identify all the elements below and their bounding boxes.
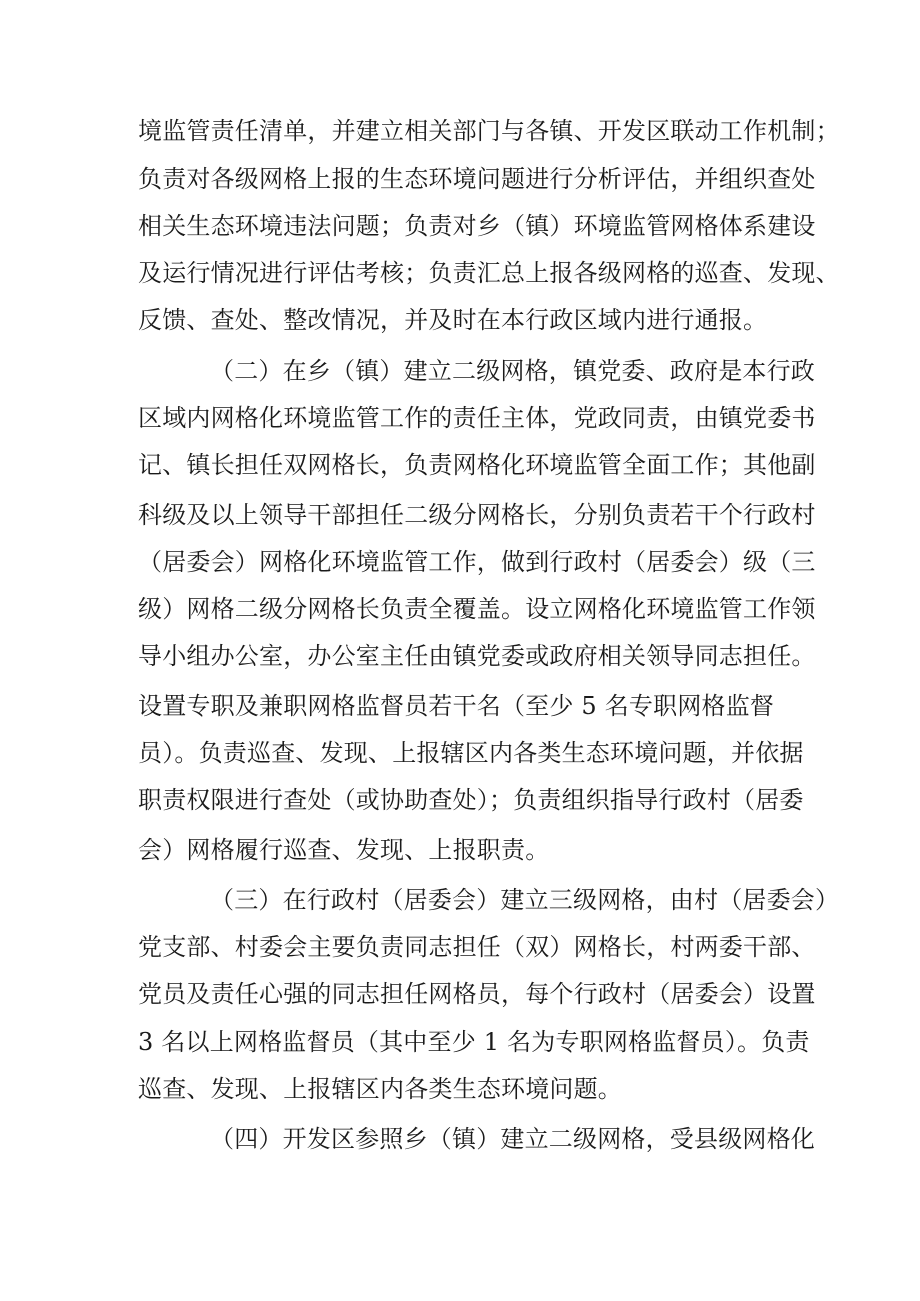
text-line: 及运行情况进行评估考核；负责汇总上报各级网格的巡查、发现、 [138,259,840,287]
text-line: 设置专职及兼职网格监督员若干名（至少 5 名专职网格监督 [138,692,775,720]
text-line: 记、镇长担任双网格长，负责网格化环境监管全面工作；其他副 [138,451,816,479]
text-line: 员）。负责巡查、发现、上报辖区内各类生态环境问题，并依据 [138,739,804,767]
text-line: 区域内网格化环境监管工作的责任主体，党政同责，由镇党委书 [138,404,816,432]
text-line: 负责对各级网格上报的生态环境问题进行分析评估，并组织查处 [138,165,816,193]
text-line: 党员及责任心强的同志担任网格员，每个行政村（居委会）设置 [138,980,816,1008]
text-line: 境监管责任清单，并建立相关部门与各镇、开发区联动工作机制； [138,117,840,145]
text-line: （居委会）网格化环境监管工作，做到行政村（居委会）级（三 [138,548,816,576]
text-line: 级）网格二级分网格长负责全覆盖。设立网格化环境监管工作领 [138,595,816,623]
text-line: 巡查、发现、上报辖区内各类生态环境问题。 [138,1075,622,1103]
text-line: 科级及以上领导干部担任二级分网格长，分别负责若干个行政村 [138,501,816,529]
text-line: 职责权限进行查处（或协助查处）；负责组织指导行政村（居委 [138,786,804,814]
paragraph-start-line: （二）在乡（镇）建立二级网格，镇党委、政府是本行政 [210,357,815,385]
paragraph-start-line: （四）开发区参照乡（镇）建立二级网格，受县级网格化 [210,1125,815,1153]
text-line: 会）网格履行巡查、发现、上报职责。 [138,836,550,864]
text-line: 导小组办公室，办公室主任由镇党委或政府相关领导同志担任。 [138,642,816,670]
text-line: 相关生态环境违法问题；负责对乡（镇）环境监管网格体系建设 [138,212,816,240]
text-line: 3 名以上网格监督员（其中至少 1 名为专职网格监督员）。负责 [138,1028,810,1056]
paragraph-start-line: （三）在行政村（居委会）建立三级网格，由村（居委会） [210,886,840,914]
text-line: 反馈、查处、整改情况，并及时在本行政区域内进行通报。 [138,306,768,334]
text-line: 党支部、村委会主要负责同志担任（双）网格长，村两委干部、 [138,933,816,961]
